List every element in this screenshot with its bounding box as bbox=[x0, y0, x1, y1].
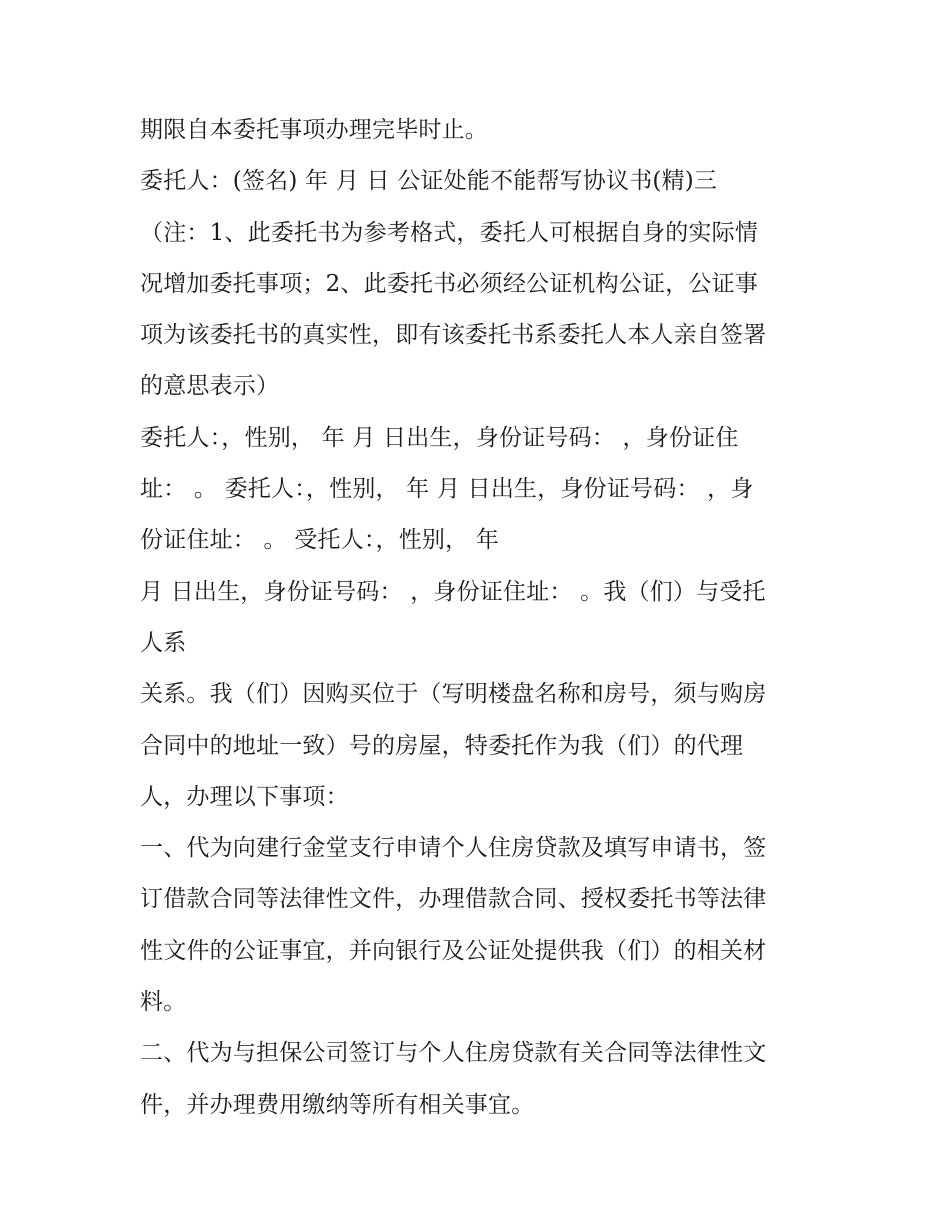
text-line: （注：1、此委托书为参考格式，委托人可根据自身的实际情 bbox=[140, 219, 759, 246]
text-line: 料。 bbox=[140, 989, 187, 1016]
text-line: 项为该委托书的真实性，即有该委托书系委托人本人亲自签署 bbox=[140, 322, 767, 349]
text-line: 件，并办理费用缴纳等所有相关事宜。 bbox=[140, 1091, 535, 1118]
text-line: 合同中的地址一致）号的房屋，特委托作为我（们）的代理 bbox=[140, 732, 744, 759]
text-line: 月 日出生，身份证号码： ，身份证住址： 。我（们）与受托 bbox=[140, 578, 766, 605]
text-line: 委托人：，性别， 年 月 日出生，身份证号码： ，身份证住 bbox=[140, 424, 739, 451]
text-line: 订借款合同等法律性文件，办理借款合同、授权委托书等法律 bbox=[140, 886, 767, 913]
text-line: 份证住址： 。 受托人：，性别， 年 bbox=[140, 527, 500, 554]
text-line: 的意思表示） bbox=[140, 373, 280, 400]
document-body bbox=[140, 105, 820, 1131]
text-line: 况增加委托事项；2、此委托书必须经公证机构公证，公证事 bbox=[140, 270, 759, 297]
text-line: 期限自本委托事项办理完毕时止。 bbox=[140, 117, 488, 143]
text-line: 关系。我（们）因购买位于（写明楼盘名称和房号，须与购房 bbox=[140, 681, 767, 708]
text-line: 址： 。 委托人：，性别， 年 月 日出生，身份证号码： ，身 bbox=[140, 476, 754, 503]
text-line: 一、代为向建行金堂支行申请个人住房贷款及填写申请书，签 bbox=[140, 835, 767, 862]
text-line: 性文件的公证事宜，并向银行及公证处提供我（们）的相关材 bbox=[140, 937, 767, 964]
text-line: 委托人：(签名) 年 月 日 公证处能不能帮写协议书(精)三 bbox=[140, 168, 718, 195]
text-line: 人，办理以下事项： bbox=[140, 783, 349, 810]
text-line: 二、代为与担保公司签订与个人住房贷款有关合同等法律性文 bbox=[140, 1040, 767, 1067]
text-line: 人系 bbox=[140, 629, 187, 656]
